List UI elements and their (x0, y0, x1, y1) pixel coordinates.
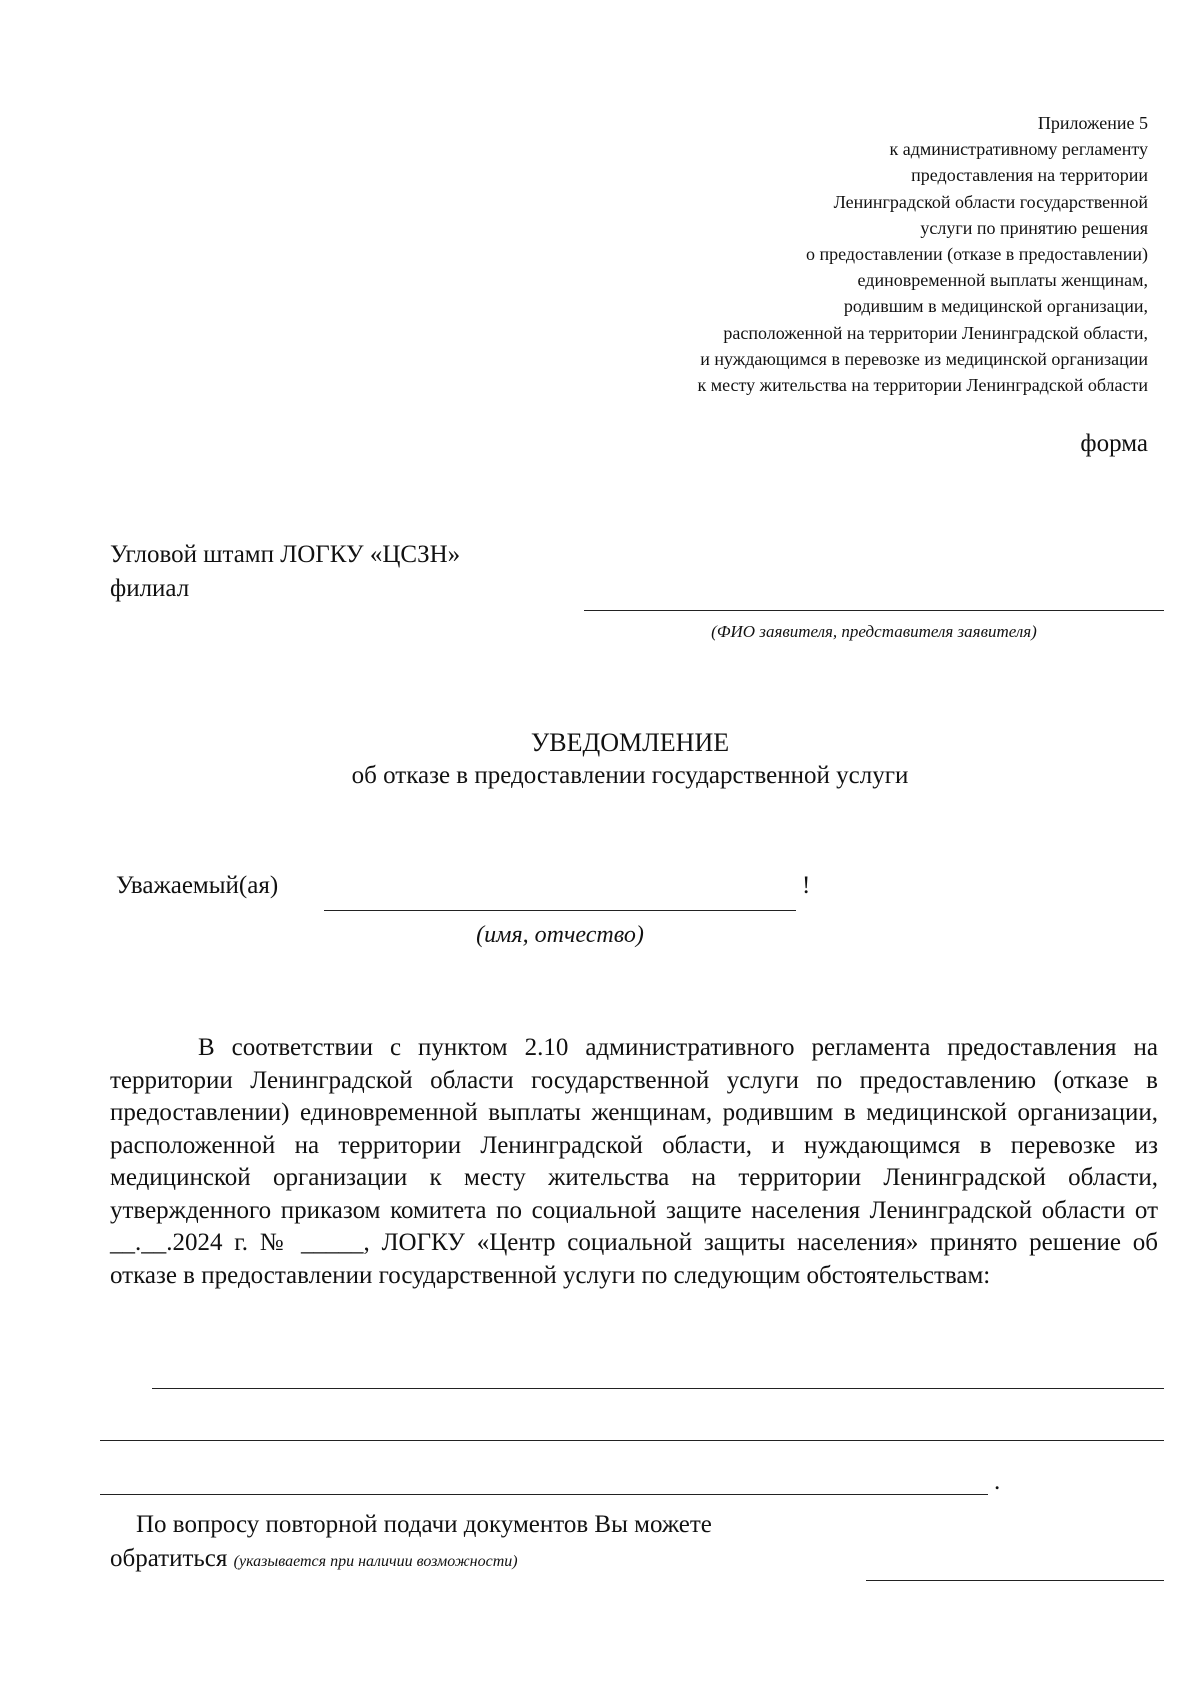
greeting-prefix: Уважаемый(ая) (116, 872, 279, 899)
appendix-line: предоставления на территории (911, 165, 1148, 186)
contact-line-2 (110, 1542, 712, 1579)
notice-body-paragraph: В соответствии с пунктом 2.10 административного регламента предоставления на территории Ленинградской области государственной услуги по предоставлению (отказе в предоставлении) единовременной выплаты женщинам, родившим в медицинской организации, расположенной на территории Ленинградской области, и нуждающимся в перевозке из медицинской организации к месту жительства на территории Ленинградской области, утвержденного приказом комитета по социальной защите населения Ленинградской области от __.__.2024 г. № _____, ЛОГКУ «Центр социальной защиты населения» принято решение об отказе в предоставлении государственной услуги по следующим обстоятельствам: (110, 1034, 1158, 1289)
form-label: форма (1080, 430, 1148, 457)
appendix-line: и нуждающимся в перевозке из медицинской организации (700, 348, 1148, 369)
appendix-header (508, 110, 1148, 398)
stamp-line: Угловой штамп ЛОГКУ «ЦСЗН» (110, 541, 461, 568)
refusal-reason-line (100, 1494, 988, 1495)
appendix-line: о предоставлении (отказе в предоставлении) (805, 244, 1148, 265)
applicant-name-caption: (ФИО заявителя, представителя заявителя) (711, 622, 1037, 641)
contact-field-line (866, 1580, 1164, 1581)
refusal-reason-line (100, 1440, 1164, 1441)
applicant-name-field-line (584, 610, 1164, 611)
appendix-line: Ленинградской области государственной (833, 191, 1148, 212)
branch-label: филиал (110, 575, 190, 602)
appendix-line: Приложение 5 (1037, 113, 1148, 133)
reasons-end-mark: . (994, 1468, 1001, 1495)
recipient-name-field-line (324, 910, 796, 911)
contact-line: По вопросу повторной подачи документов Вы можете (136, 1511, 712, 1538)
appendix-line: родившим в медицинской организации, (843, 296, 1148, 317)
notice-title: УВЕДОМЛЕНИЕ (530, 728, 730, 757)
appendix-line: услуги по принятию решения (920, 217, 1148, 238)
corner-stamp-block (110, 538, 460, 606)
appendix-line: расположенной на территории Ленинградской области, (723, 322, 1148, 343)
appendix-line: к административному регламенту (889, 139, 1148, 160)
recipient-name-caption: (имя, отчество) (476, 922, 644, 948)
greeting-exclamation: ! (802, 872, 811, 899)
appendix-line: к месту жительства на территории Ленинградской области (697, 375, 1148, 396)
contact-note: (указывается при наличии возможности) (233, 1553, 518, 1570)
appendix-line: единовременной выплаты женщинам, (857, 270, 1148, 291)
notice-subtitle: об отказе в предоставлении государственной услуги (351, 762, 909, 789)
refusal-reason-line (152, 1388, 1164, 1389)
contact-verb: обратиться (110, 1545, 228, 1572)
resubmission-contact-block (110, 1508, 712, 1579)
